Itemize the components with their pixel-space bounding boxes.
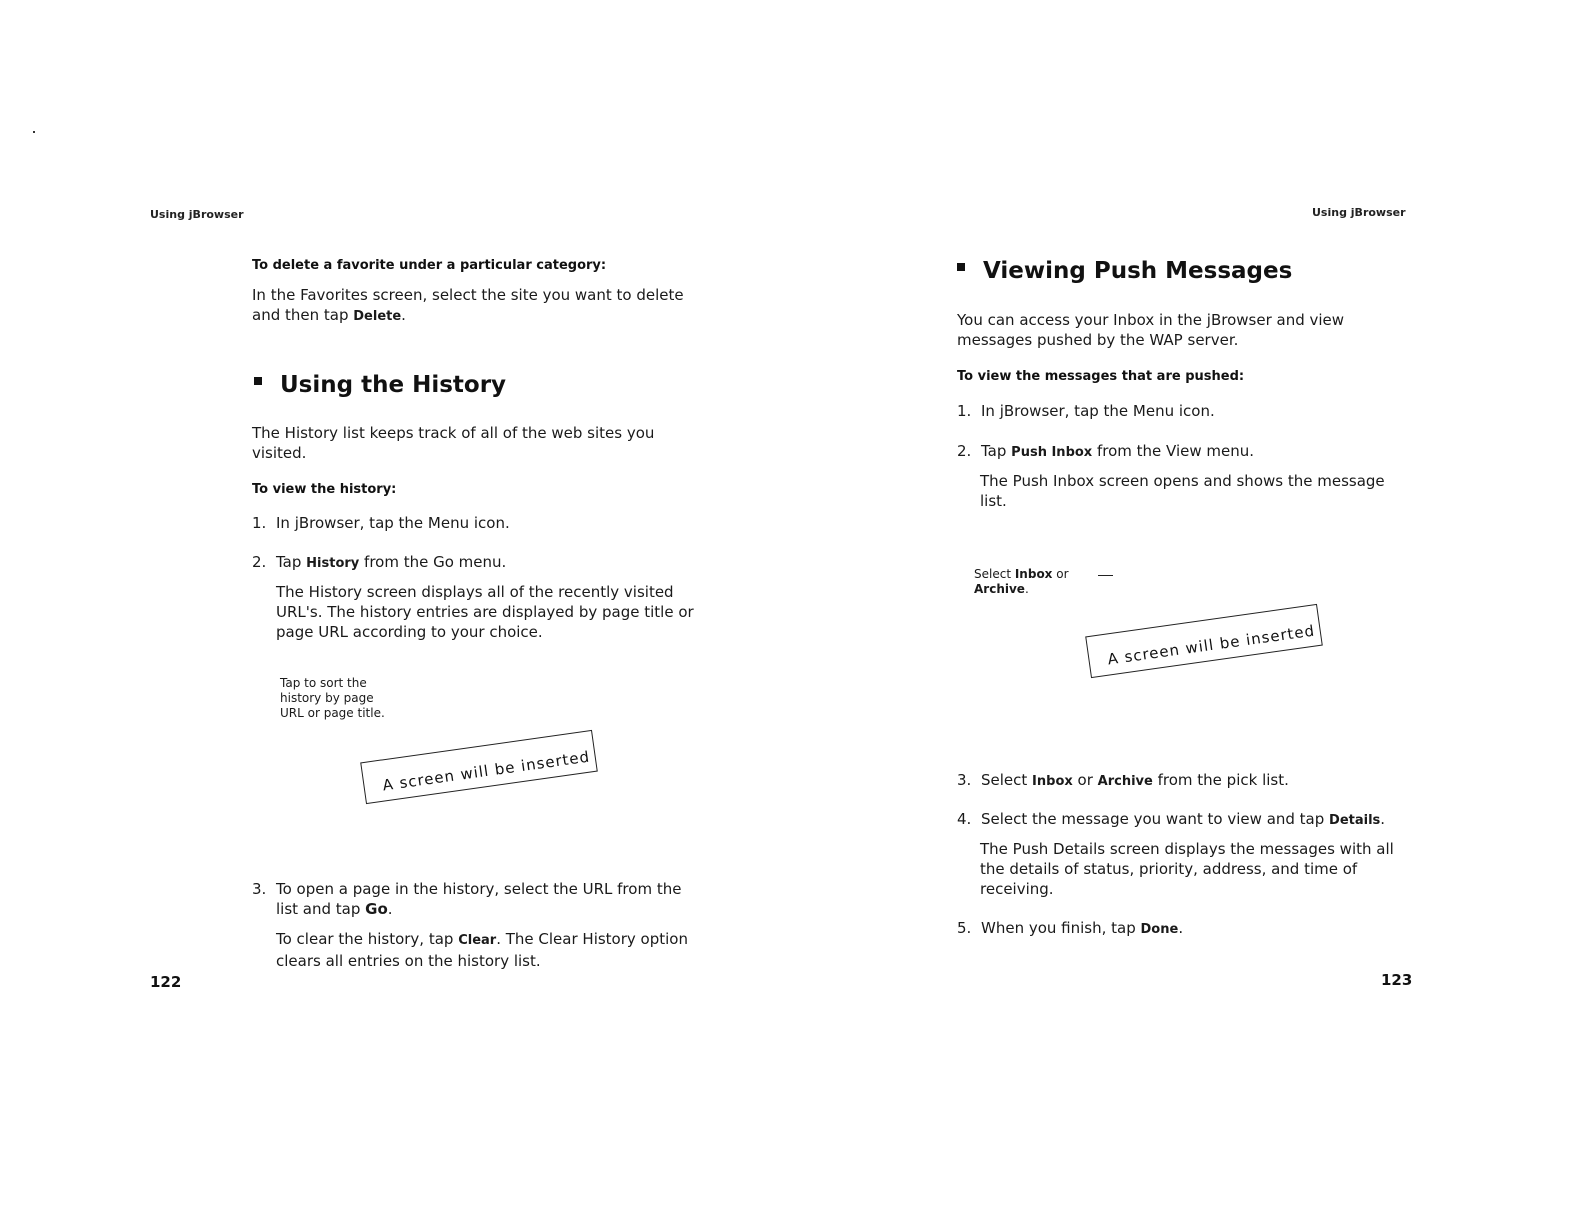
section-heading-viewing-push-messages [957,258,1292,284]
callout-mid: or [1052,567,1069,581]
left-running-header: Using jBrowser [150,208,244,221]
delete-favorite-text [252,285,692,327]
step-text: In jBrowser, tap the Menu icon. [981,402,1215,420]
step-text [276,879,702,919]
left-page-number: 122 [150,973,182,991]
push-step-1 [957,401,1215,421]
heading-bullet [957,263,965,271]
step-text-prefix: Tap [276,553,307,571]
delete-favorite-text-after: . [401,306,406,324]
clear-note-prefix: To clear the history, tap [276,930,459,948]
sort-history-callout: Tap to sort the history by page URL or page title. [280,676,385,720]
step-text-mid: or [1072,771,1098,789]
push-step-2-note: The Push Inbox screen opens and shows the message list. [980,472,1385,510]
callout-leader-line [1098,575,1113,576]
step-number: 2. [957,442,972,460]
clear-history-note [276,929,706,971]
section-heading-text: Viewing Push Messages [983,258,1293,284]
clear-note-suffix: . The Clear History option clears all entries on the history list. [276,930,688,970]
step-number: 4. [957,810,972,828]
push-step-2 [957,441,1254,463]
go-term: Go [365,900,388,918]
heading-bullet [254,377,262,385]
step-number: 3. [957,771,972,789]
push-intro: You can access your Inbox in the jBrowser and view messages pushed by the WAP server. [957,311,1345,349]
inbox-term: Inbox [1032,774,1073,789]
step-number: 1. [252,514,267,532]
delete-favorite-text-before: In the Favorites screen, select the site you want to delete and then tap [252,286,684,324]
history-intro: The History list keeps track of all of the web sites you visited. [252,424,655,462]
step-number: 5. [957,919,972,937]
step-number: 2. [252,553,267,571]
push-step-5 [957,918,1183,940]
step-text-prefix: Tap [981,442,1012,460]
callout-archive-term: Archive [974,582,1025,596]
step-text-suffix: from the View menu. [1092,442,1255,460]
step-text-suffix: from the pick list. [1152,771,1289,789]
push-inbox-term: Push Inbox [1011,445,1093,460]
right-running-header: Using jBrowser [1312,206,1406,219]
step-text-prefix: To open a page in the history, select the URL from the list and tap [276,880,682,918]
step-text-suffix: . [1178,919,1184,937]
right-page-number: 123 [1381,971,1413,989]
history-step-1 [252,513,510,533]
view-pushed-messages-procedure-title: To view the messages that are pushed: [957,369,1245,384]
push-step-4 [957,809,1385,831]
screen-placeholder-text: A screen will be inserted [381,747,592,795]
history-step-2-note: The History screen displays all of the recently visited URL's. The history entries are displayed by page title or page URL according to your choice. [276,583,694,641]
step-text-prefix: When you finish, tap [981,919,1141,937]
step-number: 1. [957,402,972,420]
archive-term: Archive [1097,774,1153,789]
history-step-3 [252,879,702,919]
history-step-2 [252,552,506,574]
section-heading-text: Using the History [280,372,507,398]
view-history-procedure-title: To view the history: [252,482,397,497]
step-text: In jBrowser, tap the Menu icon. [276,514,510,532]
callout-inbox-term: Inbox [1014,567,1053,581]
push-step-4-note: The Push Details screen displays the messages with all the details of status, priority, address, and time of receiving. [980,840,1394,898]
details-term: Details [1329,813,1381,828]
push-step-3 [957,770,1289,792]
screen-placeholder-push-inbox [1085,604,1323,678]
section-heading-using-history [254,372,506,398]
delete-favorite-procedure-title: To delete a favorite under a particular category: [252,258,607,273]
screen-placeholder-history [360,730,598,804]
delete-term: Delete [353,309,402,324]
done-term: Done [1140,922,1179,937]
clear-term: Clear [458,933,497,948]
step-text-suffix: . [1380,810,1386,828]
step-text-suffix: . [387,900,393,918]
callout-prefix: Select [974,567,1015,581]
step-number: 3. [252,880,267,898]
step-text-prefix: Select [981,771,1033,789]
step-text-prefix: Select the message you want to view and tap [981,810,1330,828]
scan-speck [33,131,35,133]
history-term: History [306,556,360,571]
step-text-suffix: from the Go menu. [359,553,507,571]
screen-placeholder-text: A screen will be inserted [1106,621,1317,669]
callout-suffix: . [1024,582,1029,596]
select-inbox-archive-callout [974,567,1084,597]
